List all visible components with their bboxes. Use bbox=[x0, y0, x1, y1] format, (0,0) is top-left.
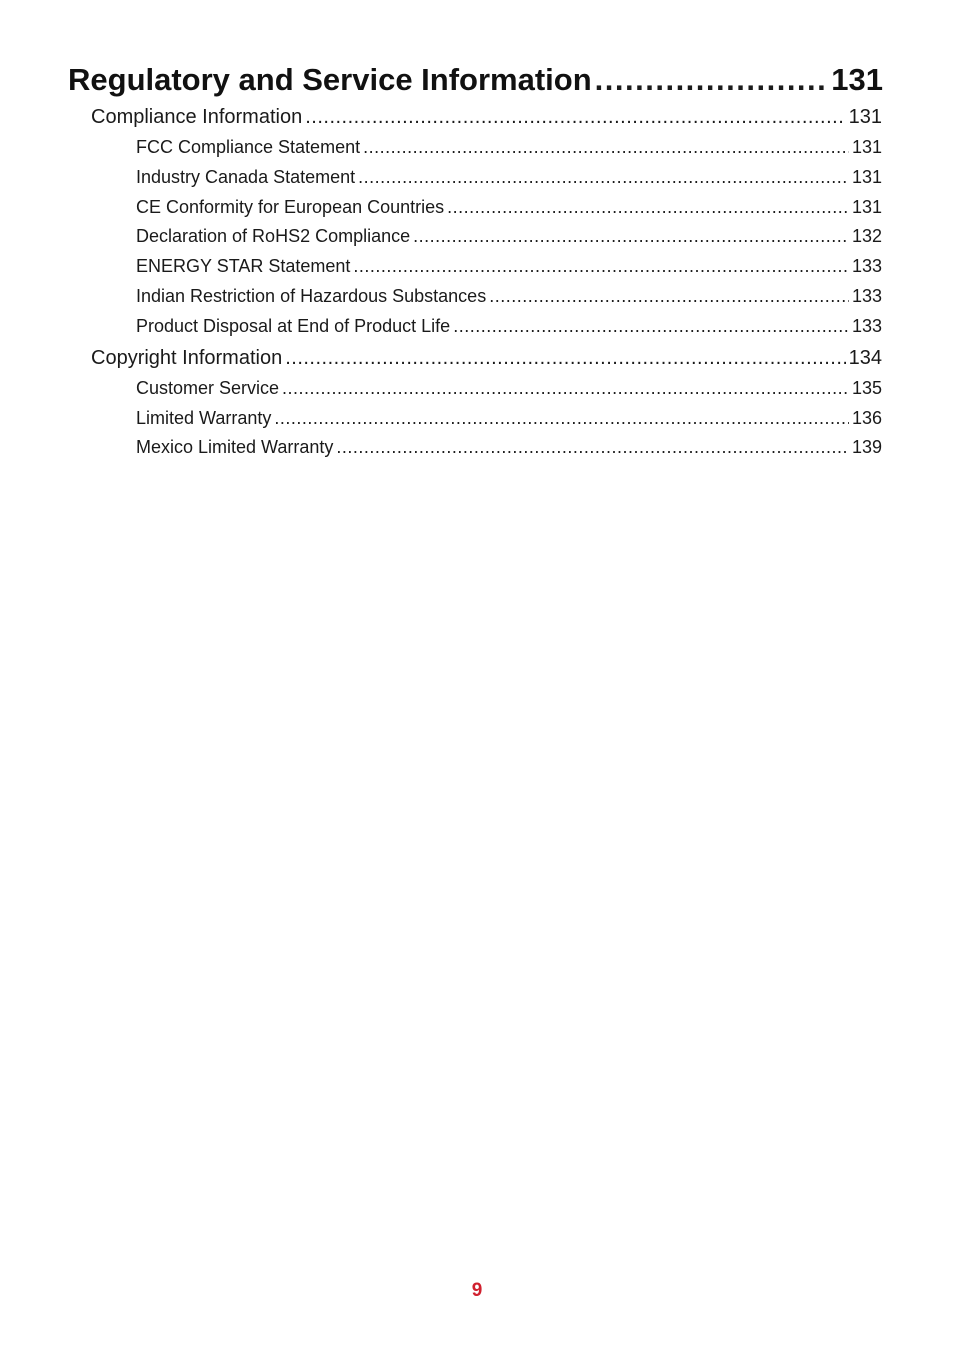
toc-section-label: Copyright Information bbox=[91, 347, 283, 369]
toc-item-page: 135 bbox=[851, 378, 882, 398]
dot-leader bbox=[447, 197, 849, 218]
toc-item-entry[interactable] bbox=[136, 316, 882, 337]
dot-leader bbox=[453, 316, 849, 337]
toc-section-page: 134 bbox=[848, 347, 882, 369]
toc-item-page: 133 bbox=[851, 316, 882, 336]
dot-leader bbox=[305, 106, 845, 129]
toc-title-page: 131 bbox=[831, 62, 883, 97]
toc-item-entry[interactable] bbox=[136, 378, 882, 399]
toc-section-entry[interactable] bbox=[91, 106, 882, 129]
toc-item-label: Indian Restriction of Hazardous Substances bbox=[136, 286, 487, 306]
toc-item-page: 139 bbox=[851, 437, 882, 457]
toc-item-entry[interactable] bbox=[136, 226, 882, 247]
toc-title-label: Regulatory and Service Information bbox=[68, 62, 592, 97]
page-number: 9 bbox=[471, 1280, 483, 1301]
toc-item-label: Customer Service bbox=[136, 378, 280, 398]
dot-leader bbox=[358, 167, 849, 188]
toc-item-label: ENERGY STAR Statement bbox=[136, 256, 351, 276]
toc-item-label: Limited Warranty bbox=[136, 408, 272, 428]
toc-item-entry[interactable] bbox=[136, 167, 882, 188]
dot-leader bbox=[363, 137, 849, 158]
dot-leader bbox=[353, 256, 849, 277]
toc-item-label: Product Disposal at End of Product Life bbox=[136, 316, 451, 336]
dot-leader bbox=[285, 347, 845, 370]
toc-section-page: 131 bbox=[848, 106, 882, 128]
toc-item-page: 132 bbox=[851, 226, 882, 246]
toc-item-label: Industry Canada Statement bbox=[136, 167, 356, 187]
dot-leader bbox=[274, 408, 849, 429]
toc-item-entry[interactable] bbox=[136, 197, 882, 218]
toc-item-entry[interactable] bbox=[136, 256, 882, 277]
toc-item-entry[interactable] bbox=[136, 408, 882, 429]
toc-item-label: FCC Compliance Statement bbox=[136, 137, 361, 157]
dot-leader bbox=[282, 378, 849, 399]
toc-item-page: 131 bbox=[851, 167, 882, 187]
dot-leader bbox=[336, 437, 849, 458]
toc-item-page: 133 bbox=[851, 286, 882, 306]
toc-section-label: Compliance Information bbox=[91, 106, 303, 128]
toc-item-label: Mexico Limited Warranty bbox=[136, 437, 334, 457]
toc-item-entry[interactable] bbox=[136, 137, 882, 158]
toc-item-entry[interactable] bbox=[136, 437, 882, 458]
toc-title-entry[interactable] bbox=[68, 62, 883, 98]
toc-section-entry[interactable] bbox=[91, 347, 882, 370]
toc-item-label: CE Conformity for European Countries bbox=[136, 197, 445, 217]
toc-item-page: 131 bbox=[851, 197, 882, 217]
dot-leader bbox=[595, 62, 829, 98]
toc-item-page: 131 bbox=[851, 137, 882, 157]
toc-item-label: Declaration of RoHS2 Compliance bbox=[136, 226, 411, 246]
dot-leader bbox=[489, 286, 849, 307]
toc-item-entry[interactable] bbox=[136, 286, 882, 307]
toc-item-page: 133 bbox=[851, 256, 882, 276]
dot-leader bbox=[413, 226, 849, 247]
toc-item-page: 136 bbox=[851, 408, 882, 428]
